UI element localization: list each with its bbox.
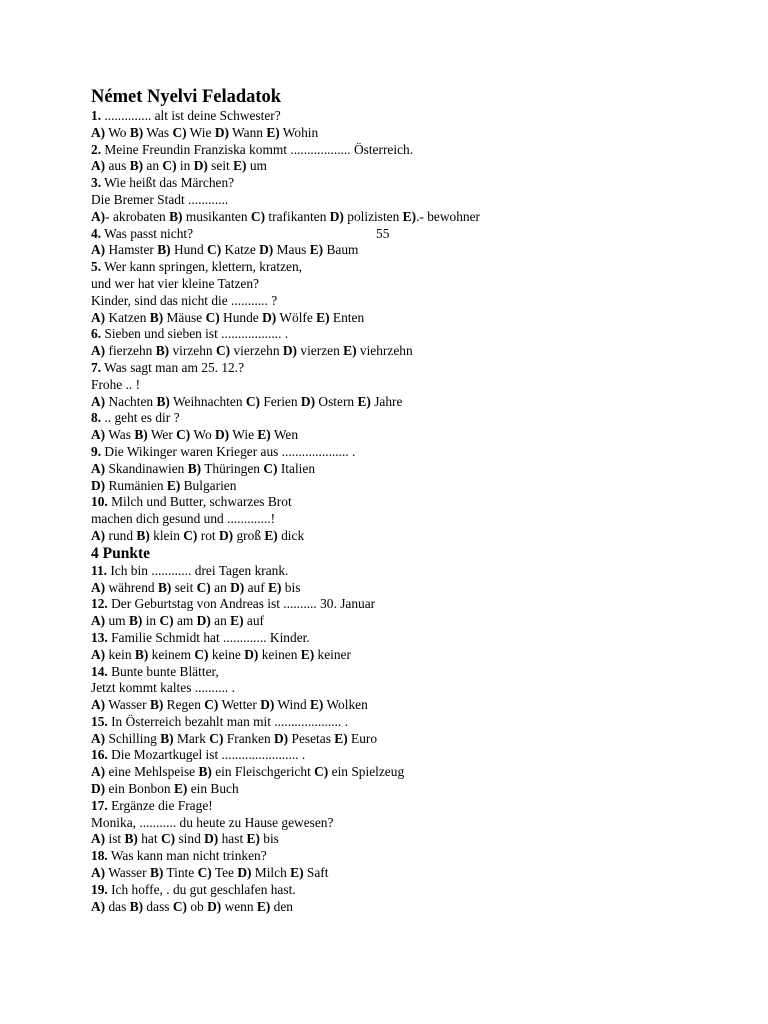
text-segment: Wen bbox=[270, 427, 299, 443]
text-line bbox=[91, 242, 691, 259]
text-line bbox=[91, 731, 691, 748]
text-segment: Skandinawien bbox=[105, 460, 188, 476]
text-segment: trafikanten bbox=[265, 208, 330, 224]
text-segment: Was sagt man am 25. 12.? bbox=[101, 359, 245, 375]
label-bold: C) bbox=[209, 730, 224, 746]
text-segment: Milch bbox=[251, 865, 291, 881]
text-line bbox=[91, 377, 691, 394]
label-bold: B) bbox=[128, 613, 143, 629]
text-segment: rund bbox=[105, 527, 137, 543]
label-bold: B) bbox=[187, 460, 202, 476]
label-bold: C) bbox=[172, 124, 187, 140]
label-bold: A) bbox=[91, 579, 106, 595]
text-segment: Schilling bbox=[105, 730, 161, 746]
text-segment: auf bbox=[243, 613, 264, 629]
text-line bbox=[91, 209, 691, 226]
text-line bbox=[91, 108, 691, 125]
label-bold: E) bbox=[173, 781, 188, 797]
label-bold: C) bbox=[250, 208, 266, 224]
label-bold: 6. bbox=[91, 326, 102, 342]
label-bold: E) bbox=[246, 831, 260, 847]
document-content bbox=[91, 86, 691, 915]
text-segment: bis bbox=[259, 831, 279, 847]
text-segment: Wölfe bbox=[276, 309, 317, 325]
label-bold: A) bbox=[91, 697, 106, 713]
label-bold: D) bbox=[244, 646, 259, 662]
text-line bbox=[91, 848, 691, 865]
label-bold: D) bbox=[91, 781, 106, 797]
text-segment: Maus bbox=[273, 242, 310, 258]
text-line bbox=[91, 478, 691, 495]
text-segment: Ergänze die Frage! bbox=[107, 797, 213, 813]
text-line bbox=[91, 410, 691, 427]
text-segment: ein Fleischgericht bbox=[211, 764, 315, 780]
text-segment: ein Buch bbox=[187, 781, 239, 797]
text-segment: Tee bbox=[211, 865, 238, 881]
text-segment: Wasser bbox=[105, 697, 150, 713]
text-segment: dick bbox=[277, 527, 305, 543]
text-segment: Euro bbox=[347, 730, 378, 746]
text-segment: keiner bbox=[314, 646, 351, 662]
label-bold: C) bbox=[172, 898, 187, 914]
text-segment: Wetter bbox=[218, 697, 261, 713]
text-segment: Baum bbox=[323, 242, 359, 258]
label-bold: E) bbox=[343, 343, 357, 359]
label-bold: B) bbox=[136, 527, 150, 543]
label-bold: A) bbox=[91, 427, 106, 443]
text-line bbox=[91, 528, 691, 545]
label-bold: D) bbox=[329, 208, 344, 224]
label-bold: D) bbox=[274, 730, 289, 746]
label-bold: C) bbox=[160, 831, 176, 847]
label-bold: B) bbox=[160, 730, 174, 746]
label-bold: A) bbox=[91, 730, 106, 746]
text-segment: Enten bbox=[329, 309, 365, 325]
text-segment: Ostern bbox=[315, 393, 358, 409]
text-line bbox=[91, 511, 691, 528]
text-line bbox=[91, 343, 691, 360]
label-bold: E) bbox=[257, 427, 271, 443]
label-bold: B) bbox=[169, 208, 183, 224]
label-bold: D) bbox=[237, 865, 252, 881]
text-segment: Tinte bbox=[163, 865, 198, 881]
text-segment: Kinder, sind das nicht die ........... ? bbox=[91, 292, 278, 308]
label-bold: D) bbox=[262, 309, 277, 325]
text-segment: Was bbox=[143, 124, 173, 140]
label-bold: B) bbox=[129, 124, 144, 140]
text-segment: Sieben und sieben ist .................. . bbox=[101, 326, 289, 342]
label-bold: A) bbox=[91, 242, 106, 258]
text-segment: ist bbox=[105, 831, 125, 847]
label-bold: D) bbox=[259, 242, 274, 258]
text-line bbox=[91, 798, 691, 815]
label-bold: A) bbox=[91, 158, 106, 174]
label-bold: A) bbox=[91, 898, 106, 914]
label-bold: C) bbox=[314, 764, 329, 780]
text-segment: virzehn bbox=[169, 343, 216, 359]
text-segment: seit bbox=[171, 579, 197, 595]
label-bold: E) bbox=[233, 158, 247, 174]
label-bold: 3. bbox=[91, 175, 102, 191]
text-segment: um bbox=[246, 158, 267, 174]
text-segment: Monika, ........... du heute zu Hause gewesen? bbox=[91, 814, 334, 830]
text-segment: Franken bbox=[223, 730, 275, 746]
label-bold: A) bbox=[91, 343, 106, 359]
text-segment: Katzen bbox=[105, 309, 150, 325]
text-segment: Hamster bbox=[105, 242, 158, 258]
label-bold: B) bbox=[129, 898, 144, 914]
label-bold: E) bbox=[310, 697, 324, 713]
label-bold: E) bbox=[230, 613, 244, 629]
text-segment: Wohin bbox=[279, 124, 319, 140]
text-segment: Wo bbox=[105, 124, 130, 140]
text-segment: Wasser bbox=[105, 865, 150, 881]
text-line bbox=[91, 647, 691, 664]
label-bold: E) bbox=[266, 124, 280, 140]
text-segment: eine Mehlspeise bbox=[105, 764, 199, 780]
label-bold: 18. bbox=[91, 848, 108, 864]
text-segment: Wind bbox=[274, 697, 310, 713]
label-bold: 8. bbox=[91, 410, 102, 426]
text-line bbox=[91, 158, 691, 175]
text-segment: Wie bbox=[186, 124, 215, 140]
label-bold: C) bbox=[205, 309, 220, 325]
text-segment: Regen bbox=[163, 697, 205, 713]
label-bold: C) bbox=[204, 697, 219, 713]
label-bold: D) bbox=[218, 527, 234, 543]
label-bold: 7. bbox=[91, 359, 102, 375]
text-line bbox=[91, 427, 691, 444]
text-segment: .............. alt ist deine Schwester? bbox=[101, 108, 281, 123]
text-segment: Was passt nicht? bbox=[101, 225, 194, 241]
text-segment: und wer hat vier kleine Tatzen? bbox=[91, 275, 259, 291]
text-line bbox=[91, 326, 691, 343]
text-segment: in bbox=[176, 158, 194, 174]
text-line bbox=[91, 259, 691, 276]
label-bold: E) bbox=[166, 477, 181, 493]
label-bold: B) bbox=[134, 427, 148, 443]
text-segment: klein bbox=[149, 527, 184, 543]
text-line bbox=[91, 899, 691, 916]
label-bold: C) bbox=[245, 393, 260, 409]
text-segment: aus bbox=[105, 158, 130, 174]
label-bold: A) bbox=[91, 613, 106, 629]
label-bold: A) bbox=[91, 831, 106, 847]
text-segment: .. geht es dir ? bbox=[101, 410, 180, 426]
text-segment: - akrobaten bbox=[105, 208, 170, 224]
page-title: Német Nyelvi Feladatok bbox=[91, 87, 282, 107]
label-bold: D) bbox=[193, 158, 208, 174]
text-segment: Pesetas bbox=[288, 730, 335, 746]
text-segment: während bbox=[105, 579, 158, 595]
label-bold: C) bbox=[162, 158, 177, 174]
text-segment: Wo bbox=[190, 427, 215, 443]
label-bold: D) bbox=[230, 579, 245, 595]
label-bold: A) bbox=[91, 646, 106, 662]
label-bold: C) bbox=[207, 242, 222, 258]
label-bold: D) bbox=[207, 898, 222, 914]
text-segment: Was bbox=[105, 427, 135, 443]
label-bold: 19. bbox=[91, 881, 108, 897]
text-segment: Wann bbox=[228, 124, 267, 140]
section-heading: 4 Punkte bbox=[91, 544, 150, 562]
text-segment: Bulgarien bbox=[180, 477, 237, 493]
label-bold: C) bbox=[263, 460, 278, 476]
label-bold: A) bbox=[91, 764, 106, 780]
text-line bbox=[91, 461, 691, 478]
text-segment: an bbox=[210, 579, 231, 595]
label-bold: C) bbox=[183, 527, 198, 543]
label-bold: D) bbox=[300, 393, 316, 409]
page-number: 55 bbox=[376, 225, 390, 241]
text-segment: Wie bbox=[229, 427, 258, 443]
label-bold: 17. bbox=[91, 797, 108, 813]
text-segment: In Österreich bezahlt man mit .................... . bbox=[107, 713, 348, 729]
text-segment: Die Wikinger waren Krieger aus .................... . bbox=[101, 443, 356, 459]
label-bold: D) bbox=[204, 831, 219, 847]
label-bold: A) bbox=[91, 527, 106, 543]
label-bold: C) bbox=[194, 646, 209, 662]
label-bold: B) bbox=[124, 831, 138, 847]
label-bold: D) bbox=[214, 124, 229, 140]
text-segment: Wie heißt das Märchen? bbox=[101, 175, 235, 191]
text-segment: rot bbox=[197, 527, 219, 543]
label-bold: A) bbox=[91, 393, 106, 409]
text-segment: bis bbox=[281, 579, 301, 595]
label-bold: E) bbox=[316, 309, 330, 325]
text-line bbox=[91, 882, 691, 899]
label-bold: D) bbox=[282, 343, 298, 359]
text-line bbox=[91, 142, 691, 159]
text-segment: seit bbox=[207, 158, 234, 174]
label-bold: B) bbox=[149, 865, 164, 881]
label-bold: D) bbox=[260, 697, 275, 713]
text-segment: machen dich gesund und .............! bbox=[91, 511, 276, 527]
text-segment: an bbox=[143, 158, 163, 174]
text-segment: Milch und Butter, schwarzes Brot bbox=[107, 494, 292, 510]
text-line bbox=[91, 815, 691, 832]
text-segment: musikanten bbox=[182, 208, 251, 224]
text-line bbox=[91, 192, 691, 209]
text-segment: Hunde bbox=[219, 309, 263, 325]
label-bold: 13. bbox=[91, 629, 108, 645]
text-segment: kein bbox=[105, 646, 135, 662]
label-bold: B) bbox=[155, 343, 170, 359]
text-segment: das bbox=[105, 898, 130, 914]
text-segment: Jetzt kommt kaltes .......... . bbox=[91, 680, 235, 696]
text-line bbox=[91, 747, 691, 764]
label-bold: B) bbox=[198, 764, 212, 780]
text-line bbox=[91, 680, 691, 697]
label-bold: 5. bbox=[91, 259, 102, 275]
text-segment: Italien bbox=[277, 460, 316, 476]
text-segment: Saft bbox=[303, 865, 329, 881]
text-segment: in bbox=[142, 613, 160, 629]
text-segment: vierzehn bbox=[230, 343, 283, 359]
text-line bbox=[91, 664, 691, 681]
label-bold: C) bbox=[197, 865, 212, 881]
text-line bbox=[91, 175, 691, 192]
text-segment: Nachten bbox=[105, 393, 157, 409]
text-segment: Jahre bbox=[370, 393, 403, 409]
label-bold: A) bbox=[91, 124, 106, 140]
label-bold: E) bbox=[256, 898, 271, 914]
label-bold: E) bbox=[268, 579, 282, 595]
text-line bbox=[91, 444, 691, 461]
text-segment: um bbox=[105, 613, 129, 629]
text-segment: .- bewohner bbox=[416, 208, 481, 224]
label-bold: B) bbox=[149, 697, 164, 713]
text-segment: wenn bbox=[221, 898, 257, 914]
label-bold: A) bbox=[91, 460, 106, 476]
text-segment: Die Bremer Stadt ............ bbox=[91, 191, 229, 207]
text-segment: viehrzehn bbox=[356, 343, 413, 359]
text-line bbox=[91, 226, 691, 243]
label-bold: A) bbox=[91, 309, 106, 325]
label-bold: B) bbox=[157, 242, 171, 258]
text-segment: hat bbox=[137, 831, 161, 847]
label-bold: A) bbox=[91, 865, 106, 881]
text-segment: dass bbox=[143, 898, 173, 914]
label-bold: E) bbox=[290, 865, 304, 881]
text-segment: Was kann man nicht trinken? bbox=[107, 848, 267, 864]
label-bold: B) bbox=[157, 579, 172, 595]
label-bold: B) bbox=[156, 393, 170, 409]
text-segment: fierzehn bbox=[105, 343, 156, 359]
text-segment: Ich bin ............ drei Tagen krank. bbox=[107, 562, 289, 578]
text-segment: Der Geburtstag von Andreas ist .......... 30. Januar bbox=[107, 596, 376, 612]
text-segment: keine bbox=[208, 646, 245, 662]
text-segment: Wer kann springen, klettern, kratzen, bbox=[101, 259, 302, 275]
text-line bbox=[91, 580, 691, 597]
label-bold: D) bbox=[215, 427, 230, 443]
text-line bbox=[91, 276, 691, 293]
text-segment: sind bbox=[175, 831, 205, 847]
text-line bbox=[91, 310, 691, 327]
text-line bbox=[91, 865, 691, 882]
text-line bbox=[91, 494, 691, 511]
label-bold: 1. bbox=[91, 108, 102, 123]
text-segment: Bunte bunte Blätter, bbox=[107, 663, 219, 679]
text-line bbox=[91, 764, 691, 781]
text-segment: Ferien bbox=[260, 393, 301, 409]
label-bold: 15. bbox=[91, 713, 108, 729]
label-bold: B) bbox=[134, 646, 149, 662]
text-segment: Katze bbox=[221, 242, 260, 258]
text-segment: an bbox=[210, 613, 231, 629]
label-bold: E) bbox=[334, 730, 348, 746]
text-line bbox=[91, 394, 691, 411]
label-bold: C) bbox=[176, 427, 191, 443]
label-bold: 10. bbox=[91, 494, 108, 510]
text-line bbox=[91, 697, 691, 714]
label-bold: E) bbox=[264, 527, 278, 543]
text-line bbox=[91, 563, 691, 580]
text-segment: keinen bbox=[258, 646, 301, 662]
label-bold: A) bbox=[91, 208, 106, 224]
label-bold: 11. bbox=[91, 562, 107, 578]
label-bold: E) bbox=[402, 208, 417, 224]
text-segment: hast bbox=[218, 831, 247, 847]
label-bold: 2. bbox=[91, 141, 102, 157]
text-segment: Frohe .. ! bbox=[91, 376, 141, 392]
text-line bbox=[91, 596, 691, 613]
label-bold: D) bbox=[196, 613, 211, 629]
label-bold: 4. bbox=[91, 225, 102, 241]
text-line bbox=[91, 630, 691, 647]
text-segment: Weihnachten bbox=[169, 393, 246, 409]
label-bold: 16. bbox=[91, 747, 108, 763]
text-line bbox=[91, 293, 691, 310]
text-segment: Mark bbox=[173, 730, 210, 746]
label-bold: E) bbox=[309, 242, 324, 258]
label-bold: B) bbox=[129, 158, 144, 174]
text-segment: Wer bbox=[147, 427, 177, 443]
text-segment: auf bbox=[244, 579, 269, 595]
text-segment: Familie Schmidt hat ............. Kinder. bbox=[107, 629, 310, 645]
text-line bbox=[91, 360, 691, 377]
text-segment: Mäuse bbox=[163, 309, 206, 325]
label-bold: E) bbox=[357, 393, 371, 409]
label-bold: C) bbox=[159, 613, 174, 629]
label-bold: C) bbox=[215, 343, 231, 359]
questions-part-1 bbox=[91, 108, 691, 545]
text-segment: den bbox=[270, 898, 293, 914]
text-segment: keinem bbox=[148, 646, 195, 662]
text-segment: Ich hoffe, . du gut geschlafen hast. bbox=[107, 881, 296, 897]
text-segment: polizisten bbox=[343, 208, 403, 224]
label-bold: D) bbox=[91, 477, 106, 493]
text-line bbox=[91, 781, 691, 798]
text-line bbox=[91, 125, 691, 142]
text-segment: Thüringen bbox=[201, 460, 264, 476]
text-segment: ein Spielzeug bbox=[328, 764, 405, 780]
label-bold: 9. bbox=[91, 443, 102, 459]
label-bold: B) bbox=[149, 309, 164, 325]
text-line bbox=[91, 613, 691, 630]
questions-part-2 bbox=[91, 563, 691, 916]
label-bold: 14. bbox=[91, 663, 108, 679]
text-segment: vierzen bbox=[297, 343, 344, 359]
text-segment: ob bbox=[186, 898, 208, 914]
label-bold: E) bbox=[300, 646, 315, 662]
text-segment: groß bbox=[233, 527, 265, 543]
text-segment: Hund bbox=[170, 242, 208, 258]
text-segment: am bbox=[173, 613, 197, 629]
text-segment: Wolken bbox=[323, 697, 368, 713]
text-line bbox=[91, 714, 691, 731]
label-bold: 12. bbox=[91, 596, 108, 612]
text-segment: ein Bonbon bbox=[105, 781, 174, 797]
text-segment: Rumänien bbox=[105, 477, 167, 493]
text-line bbox=[91, 831, 691, 848]
label-bold: C) bbox=[196, 579, 211, 595]
text-segment: Die Mozartkugel ist ....................... . bbox=[107, 747, 306, 763]
text-segment: Meine Freundin Franziska kommt .................. Österreich. bbox=[101, 141, 414, 157]
